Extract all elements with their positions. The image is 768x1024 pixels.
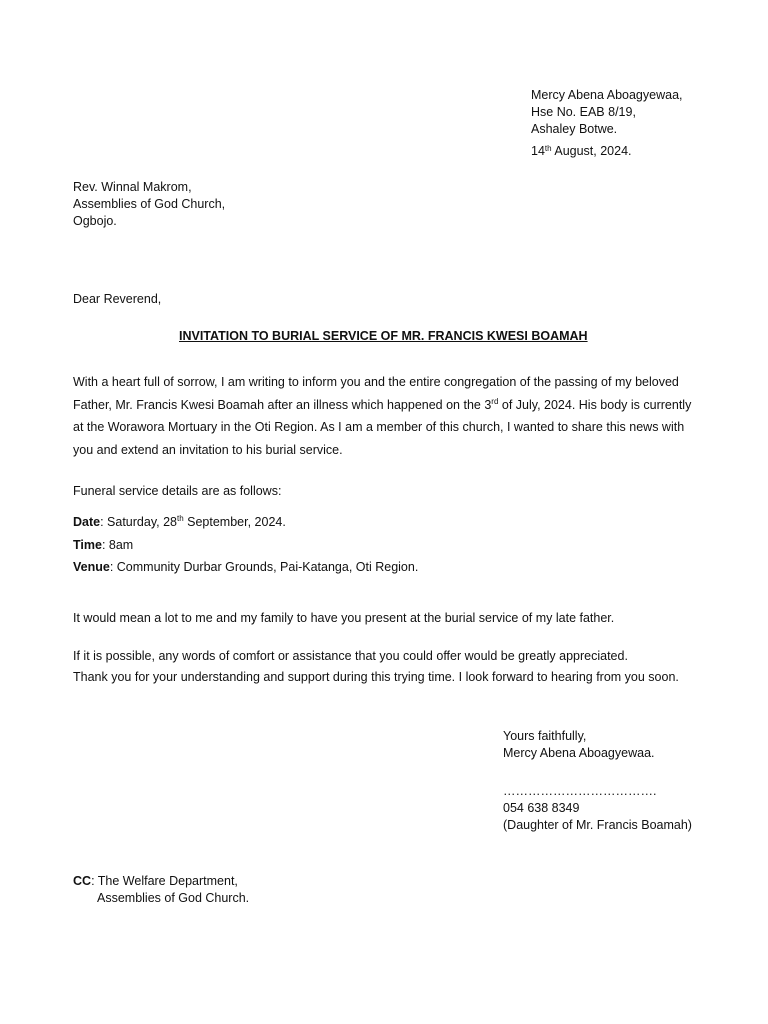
recipient-address [73, 179, 225, 230]
body-line: With a heart full of sorrow, I am writing to inform you and the entire congregation of the passing of my beloved [73, 375, 679, 389]
body-line: you and extend an invitation to his burial service. [73, 442, 343, 457]
sender-name: Mercy Abena Aboagyewaa, [531, 88, 683, 102]
details-list [73, 511, 418, 579]
cc-line-2: Assemblies of God Church. [97, 891, 250, 905]
detail-time: Time: 8am [73, 537, 134, 552]
closing-paragraph-2: If it is possible, any words of comfort or assistance that you could offer would be greatly appreciated. Thank you for your understanding and support during this trying time. I look forward to hearing from you soon. [73, 649, 679, 684]
signature-line: ………………………………. [503, 784, 657, 798]
signoff-relation: (Daughter of Mr. Francis Boamah) [503, 818, 692, 832]
closing-paragraph: It would mean a lot to me and my family to have you present at the burial service of my late father. [73, 611, 615, 625]
letter-date: 14th August, 2024. [531, 144, 632, 158]
detail-venue: Venue: Community Durbar Grounds, Pai-Katanga, Oti Region. [73, 560, 419, 574]
sender-house: Hse No. EAB 8/19, [531, 105, 636, 119]
recipient-line: Rev. Winnal Makrom, [73, 180, 192, 194]
letter-subject: INVITATION TO BURIAL SERVICE OF MR. FRANCIS KWESI BOAMAH [179, 329, 588, 343]
sender-address [531, 87, 683, 138]
signoff-phone: 054 638 8349 [503, 801, 580, 815]
body-paragraph [73, 371, 691, 461]
detail-date: Date: Saturday, 28th September, 2024. [73, 514, 286, 529]
cc-block [73, 873, 249, 907]
recipient-line: Assemblies of God Church, [73, 197, 226, 211]
signoff [503, 728, 655, 762]
cc-line: CC: The Welfare Department, [73, 874, 238, 888]
salutation: Dear Reverend, [73, 292, 162, 306]
sender-area: Ashaley Botwe. [531, 122, 618, 136]
signoff-closing: Yours faithfully, [503, 729, 587, 743]
signature-block [503, 783, 692, 834]
body-line: at the Worawora Mortuary in the Oti Region. As I am a member of this church, I wanted to share this news with [73, 420, 685, 434]
signoff-name: Mercy Abena Aboagyewaa. [503, 746, 655, 760]
recipient-line: Ogbojo. [73, 214, 117, 228]
details-intro: Funeral service details are as follows: [73, 484, 282, 498]
body-line: Father, Mr. Francis Kwesi Boamah after an illness which happened on the 3rd of July, 2024. His body is currently [73, 396, 692, 412]
